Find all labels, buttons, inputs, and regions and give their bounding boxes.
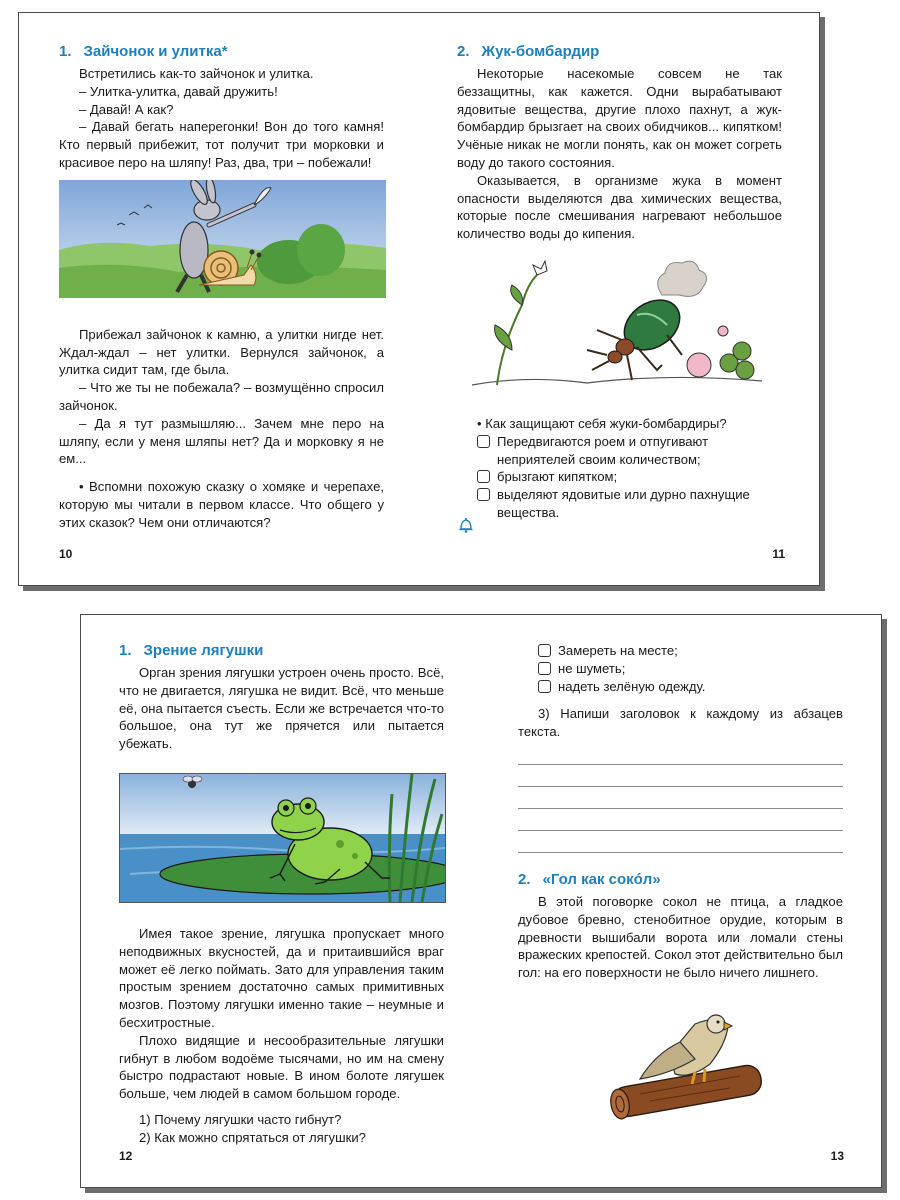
answer-option[interactable] <box>457 486 782 522</box>
checkbox[interactable] <box>538 662 551 675</box>
story-heading-hare-snail <box>59 43 384 60</box>
checkbox[interactable] <box>477 488 490 501</box>
option-label: Замереть на месте; <box>558 643 678 658</box>
section-number: 2. <box>518 870 531 888</box>
page-number: 13 <box>830 1149 844 1163</box>
dialogue-line: – Что же ты не побежала? – возмущённо спросил зайчонок. <box>59 380 384 413</box>
hare-snail-illustration <box>59 180 386 298</box>
page-10 <box>19 13 419 585</box>
page-number: 12 <box>119 1149 133 1163</box>
spread-pages-12-13 <box>80 614 882 1188</box>
section-heading-frog-vision <box>119 642 444 659</box>
spread-pages-10-11 <box>18 12 820 586</box>
answer-line[interactable] <box>518 765 843 787</box>
page-13 <box>481 615 881 1187</box>
checkbox[interactable] <box>538 644 551 657</box>
task-instruction: 3) Напиши заголовок к каждому из абзацев текста. <box>518 706 843 740</box>
beetle-illustration <box>467 255 767 405</box>
section-title: Жук-бомбардир <box>481 43 600 60</box>
dialogue-line: – Улитка-улитка, давай дружить! <box>79 83 278 99</box>
page-12 <box>81 615 481 1187</box>
answer-line[interactable] <box>518 831 843 853</box>
option-label: брызгают кипятком; <box>497 469 618 485</box>
paragraph: Имея такое зрение, лягушка пропускает много неподвижных вкусностей, да и притаившийся враг может её легко поймать. Зато для управления таким простым зрением достаточно самых примитивных мозгов. Поэтому лягушки именно такие – неумные и бесхитростные. <box>119 925 444 1030</box>
dialogue-line: – Давай! А как? <box>79 101 174 117</box>
page-10-content <box>59 43 384 532</box>
option-label: выделяют ядовитые или дурно пахнущие вещества. <box>497 487 750 520</box>
paragraph: Плохо видящие и несообразительные лягушки гибнут в любом водоёме тысячами, но им на смену быстро подрастают новые. В ином болоте лягушек больше, чем людей в самом большом городе. <box>119 1032 444 1102</box>
frog-illustration <box>119 773 446 903</box>
section-number: 2. <box>457 43 470 60</box>
question: 2) Как можно спрятаться от лягушки? <box>139 1129 366 1145</box>
question: • Как защищают себя жуки-бомбардиры? <box>477 415 727 431</box>
option-label: Передвигаются роем и отпугивают неприятелей своим количеством; <box>497 433 709 467</box>
checkbox[interactable] <box>477 435 490 448</box>
page-13-content <box>518 642 843 1124</box>
answer-line[interactable] <box>518 787 843 809</box>
section-title: «Гол как сокóл» <box>542 870 661 888</box>
bell-icon <box>457 516 475 539</box>
checkbox[interactable] <box>477 470 490 483</box>
answer-option[interactable] <box>518 660 843 678</box>
answer-option[interactable] <box>518 642 843 660</box>
answer-line[interactable] <box>518 743 843 765</box>
dialogue-line: – Давай бегать наперегонки! Вон до того камня! Кто первый прибежит, тот получит три морковки и красивое перо на шляпу! Раз, два, три – побежали! <box>59 119 384 170</box>
paragraph: Орган зрения лягушки устроен очень просто. Всё, что не двигается, лягушка не видит. Всё, что меньше её, она пытается съесть. Если же встречается что-то большое, она тут же прячется или пытается убежать. <box>119 665 444 752</box>
page-11 <box>419 13 819 585</box>
paragraph: В этой поговорке сокол не птица, а гладкое дубовое бревно, стенобитное орудие, которым в древности вышибали ворота или ломали стены вражеских крепостей. Сокол этот действительно был гол: на его поверхности не было ничего лишнего. <box>518 893 843 981</box>
answer-line[interactable] <box>518 809 843 831</box>
falcon-on-log-illustration <box>600 1004 770 1124</box>
option-label: надеть зелёную одежду. <box>558 678 706 694</box>
paragraph: Оказывается, в организме жука в момент опасности выделяются два химических вещества, которые после смешивания нагревают небольшое количество воды до кипения. <box>457 172 782 242</box>
section-heading-falcon <box>518 871 843 888</box>
answer-lines[interactable] <box>518 743 843 853</box>
section-number: 1. <box>59 43 72 60</box>
section-title: Зрение лягушки <box>143 642 264 659</box>
page-12-content <box>119 642 444 1147</box>
question: 1) Почему лягушки часто гибнут? <box>139 1111 342 1127</box>
section-title: Зайчонок и улитка* <box>83 43 228 60</box>
section-number: 1. <box>119 642 132 659</box>
checkbox[interactable] <box>538 680 551 693</box>
answer-option[interactable] <box>457 433 782 469</box>
paragraph: Некоторые насекомые совсем не так беззащитны, как кажется. Одни вырабатывают ядовитые вещества, другие плохо пахнут, а жук-бомбардир брызгает на своих обидчиков... кипятком! Учёные никак не могли понять, как он может согреть воду до такого состояния. <box>457 66 782 170</box>
paragraph: Прибежал зайчонок к камню, а улитки нигде нет. Ждал-ждал – нет улитки. Вернулся зайчонок, а улитка сидит там, где была. <box>59 326 384 378</box>
question: • Вспомни похожую сказку о хомяке и черепахе, которую мы читали в первом классе. Что общего у этих сказок? Чем они отличаются? <box>59 479 384 530</box>
page-number: 11 <box>772 547 785 561</box>
page-11-content <box>457 43 782 522</box>
dialogue-line: – Да я тут размышляю... Зачем мне перо на шляпу, если у меня шляпы нет? Да и морковку я не ем... <box>59 415 384 467</box>
page-number: 10 <box>59 547 73 561</box>
section-heading-bombardier-beetle <box>457 43 782 60</box>
answer-option[interactable] <box>457 468 782 486</box>
paragraph: Встретились как-то зайчонок и улитка. <box>79 66 314 81</box>
option-label: не шуметь; <box>558 660 626 676</box>
answer-option[interactable] <box>518 678 843 696</box>
